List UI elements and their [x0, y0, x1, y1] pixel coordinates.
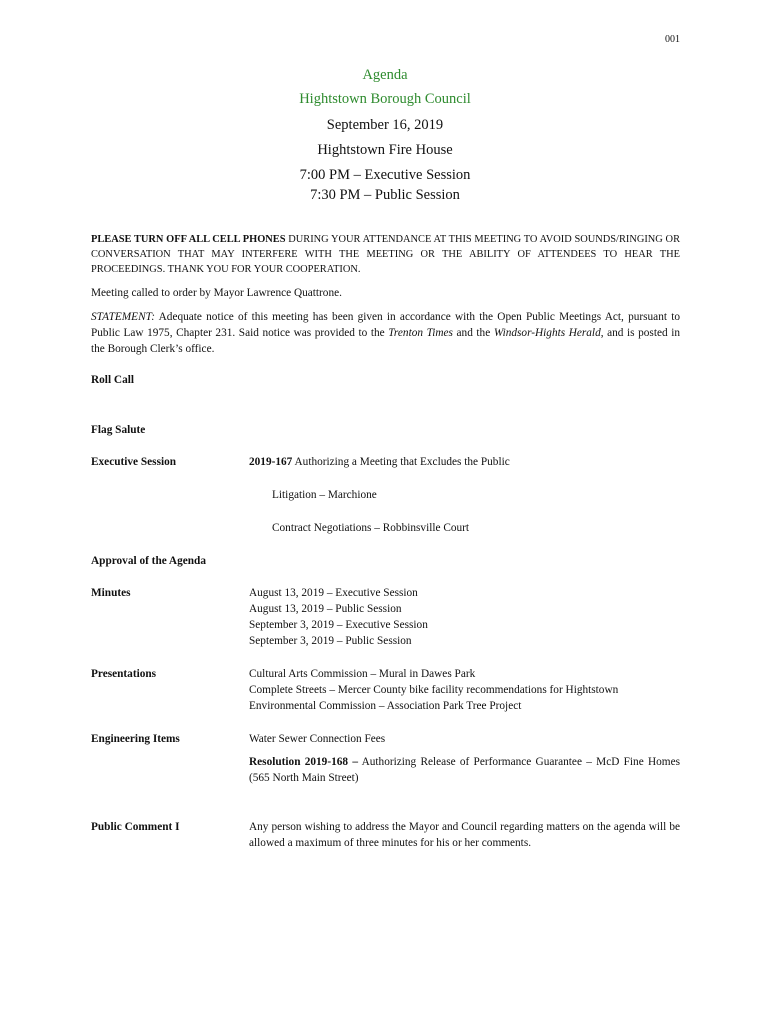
resolution-2019-168 [249, 754, 680, 786]
statement-text-1: Adequate notice of this meeting has been given in accordance with the Open Public Meetings Act, pursuant to Public Law 1975, Chapter 231. Said notice was provided to the [91, 311, 680, 339]
approval-label: Approval of the Agenda [91, 555, 206, 567]
resolution-168-label: Resolution 2019-168 – [249, 756, 358, 768]
minutes-label: Minutes [91, 587, 131, 599]
engineering-label: Engineering Items [91, 733, 180, 745]
statement-label: STATEMENT: [91, 311, 156, 323]
meeting-location: Hightstown Fire House [317, 142, 453, 158]
public-comment-text: Any person wishing to address the Mayor and Council regarding matters on the agenda will be allowed a maximum of three minutes for his or her comments. [249, 821, 680, 849]
roll-call-row [91, 372, 680, 388]
public-comment-row [91, 819, 680, 851]
presentations-label: Presentations [91, 668, 157, 680]
contract-item: Contract Negotiations – Robbinsville Court [272, 522, 470, 534]
called-to-order: Meeting called to order by Mayor Lawrence Quattrone. [91, 287, 342, 299]
flag-salute-label: Flag Salute [91, 424, 146, 436]
minutes-item: September 3, 2019 – Public Session [249, 635, 412, 647]
meeting-date: September 16, 2019 [326, 117, 444, 133]
minutes-item: August 13, 2019 – Public Session [249, 603, 402, 615]
statement-text-3: , and is posted in the Borough Clerk’s office. [91, 327, 680, 355]
presentation-item: Cultural Arts Commission – Mural in Dawes Park [249, 668, 476, 680]
executive-session-time: 7:00 PM – Executive Session [299, 167, 471, 183]
roll-call-label: Roll Call [91, 374, 134, 386]
page-number: 001 [665, 34, 680, 45]
public-session-time: 7:30 PM – Public Session [310, 187, 460, 203]
engineering-row [91, 731, 680, 786]
public-comment-label: Public Comment I [91, 821, 180, 833]
engineering-content [249, 731, 680, 786]
cell-phone-notice [91, 232, 680, 277]
presentations-row [91, 666, 680, 714]
agenda-body [91, 232, 680, 851]
minutes-item: September 3, 2019 – Executive Session [249, 619, 428, 631]
statement-text-2: and the [452, 327, 494, 339]
minutes-list [249, 585, 680, 649]
litigation-item: Litigation – Marchione [272, 489, 377, 501]
agenda-header [0, 64, 770, 205]
newspaper-1: Trenton Times [388, 327, 453, 339]
presentation-item: Environmental Commission – Association Park Tree Project [249, 700, 522, 712]
executive-session-content [249, 454, 680, 536]
notice-text: DURING YOUR ATTENDANCE AT THIS MEETING TO AVOID SOUNDS/RINGING OR CONVERSATION THAT MAY INTERFERE WITH THE MEETING OR THE ABILITY OF ATTENDEES TO HEAR THE PROCEEDINGS. THANK YOU FOR YOUR COOPERATION. [91, 234, 680, 275]
flag-salute-row [91, 422, 680, 438]
minutes-row [91, 585, 680, 649]
resolution-168-text: Authorizing Release of Performance Guarantee – McD Fine Homes (565 North Main Street) [249, 756, 680, 784]
resolution-2019-167 [249, 454, 680, 470]
newspaper-2: Windsor-Hights Herald [493, 327, 601, 339]
executive-session-label: Executive Session [91, 456, 177, 468]
notice-bold: PLEASE TURN OFF ALL CELL PHONES [91, 234, 286, 245]
council-name: Hightstown Borough Council [299, 91, 471, 107]
minutes-item: August 13, 2019 – Executive Session [249, 587, 418, 599]
statement [91, 309, 680, 357]
presentations-list [249, 666, 680, 714]
presentation-item: Complete Streets – Mercer County bike facility recommendations for Hightstown [249, 684, 619, 696]
resolution-text: Authorizing a Meeting that Excludes the Public [292, 456, 510, 468]
executive-session-row [91, 454, 680, 536]
agenda-title: Agenda [362, 67, 408, 83]
resolution-number: 2019-167 [249, 456, 293, 468]
water-sewer-item: Water Sewer Connection Fees [249, 733, 386, 745]
approval-row [91, 553, 680, 569]
